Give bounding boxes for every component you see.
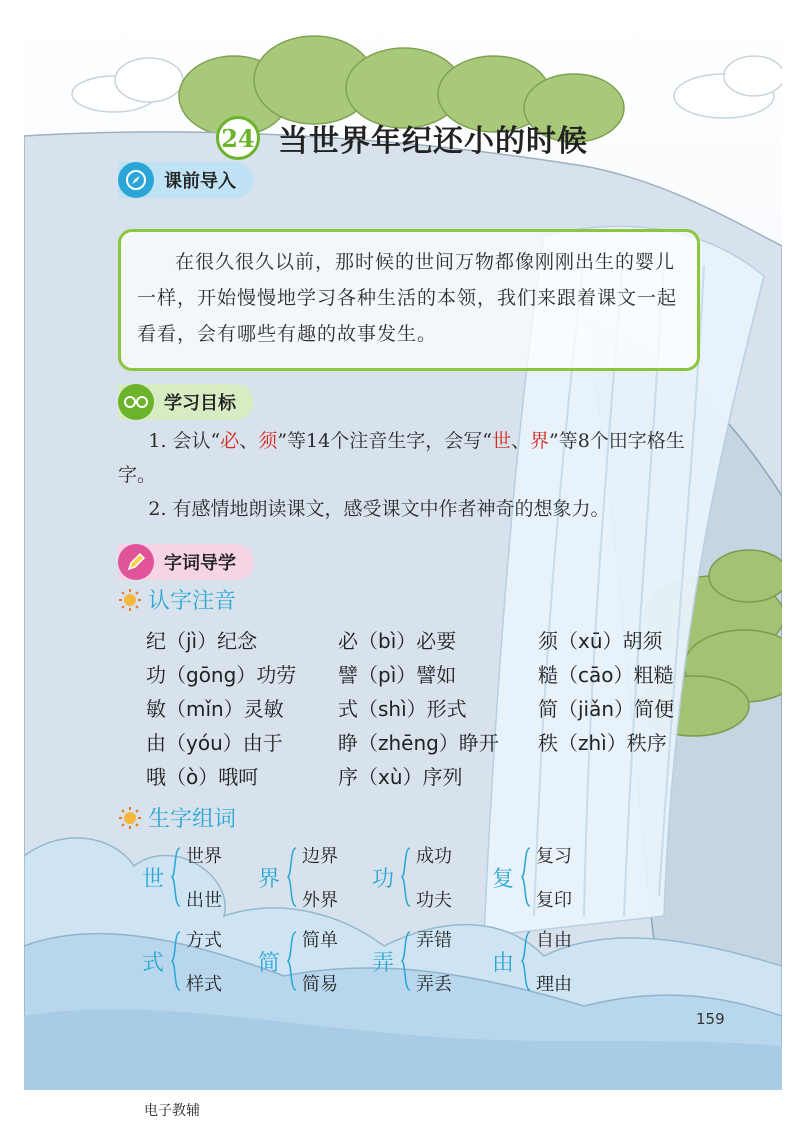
word-group: 式 方式 样式 bbox=[141, 930, 222, 995]
lesson-title: 当世界年纪还小的时候 bbox=[278, 124, 588, 159]
page-number: 159 bbox=[696, 1010, 725, 1028]
recognize-label: 认字注音 bbox=[148, 589, 237, 614]
word-group: 弄 弄错 弄丢 bbox=[371, 930, 452, 995]
pinyin-row: 纪（jì）纪念 必（bì）必要 须（xū）胡须 bbox=[146, 628, 663, 653]
pinyin-row: 功（gōng）功劳 譬（pì）譬如 糙（cāo）粗糙 bbox=[146, 662, 674, 687]
word-group: 功 成功 功夫 bbox=[371, 846, 452, 911]
word-group: 由 自由 理由 bbox=[491, 930, 572, 995]
textbook-page bbox=[24, 16, 782, 1090]
compose-label: 生字组词 bbox=[148, 807, 237, 832]
glasses-icon bbox=[118, 384, 154, 420]
section-goals-header bbox=[118, 384, 254, 420]
lesson-header bbox=[216, 116, 588, 160]
compose-subheader bbox=[118, 802, 236, 833]
section-words-label: 字词导学 bbox=[164, 553, 236, 574]
sun-icon bbox=[118, 806, 142, 830]
word-group: 简 简单 简易 bbox=[257, 930, 338, 995]
pinyin-row: 哦（ò）哦呵 序（xù）序列 bbox=[146, 764, 463, 789]
footer-label: 电子教辅 bbox=[144, 1103, 200, 1119]
pinyin-table bbox=[146, 622, 726, 792]
goal-item-2: 2. 有感情地朗读课文，感受课文中作者神奇的想象力。 bbox=[148, 498, 610, 520]
lesson-number-badge: 24 bbox=[216, 116, 260, 160]
section-intro-label: 课前导入 bbox=[164, 171, 236, 192]
section-words-header bbox=[118, 544, 254, 580]
pinyin-row: 由（yóu）由于 睁（zhēng）睁开 秩（zhì）秩序 bbox=[146, 730, 667, 755]
word-group: 世 世界 出世 bbox=[141, 846, 222, 911]
word-group: 界 边界 外界 bbox=[257, 846, 338, 911]
section-intro-header bbox=[118, 162, 254, 198]
intro-text-box: 在很久很久以前，那时候的世间万物都像刚刚出生的婴儿一样，开始慢慢地学习各种生活的本领，我们来跟着课文一起看看，会有哪些有趣的故事发生。 bbox=[118, 229, 700, 371]
learning-goals bbox=[118, 424, 718, 526]
recognize-subheader bbox=[118, 584, 236, 615]
sun-icon bbox=[118, 588, 142, 612]
pinyin-row: 敏（mǐn）灵敏 式（shì）形式 简（jiǎn）简便 bbox=[146, 696, 675, 721]
section-goals-label: 学习目标 bbox=[164, 393, 236, 414]
word-group: 复 复习 复印 bbox=[491, 846, 572, 911]
goal-item-1: 1. 会认“必、须”等14个注音生字，会写“世、界”等8个田字格生字。 bbox=[118, 430, 685, 486]
pencil-icon bbox=[118, 544, 154, 580]
compass-icon bbox=[118, 162, 154, 198]
